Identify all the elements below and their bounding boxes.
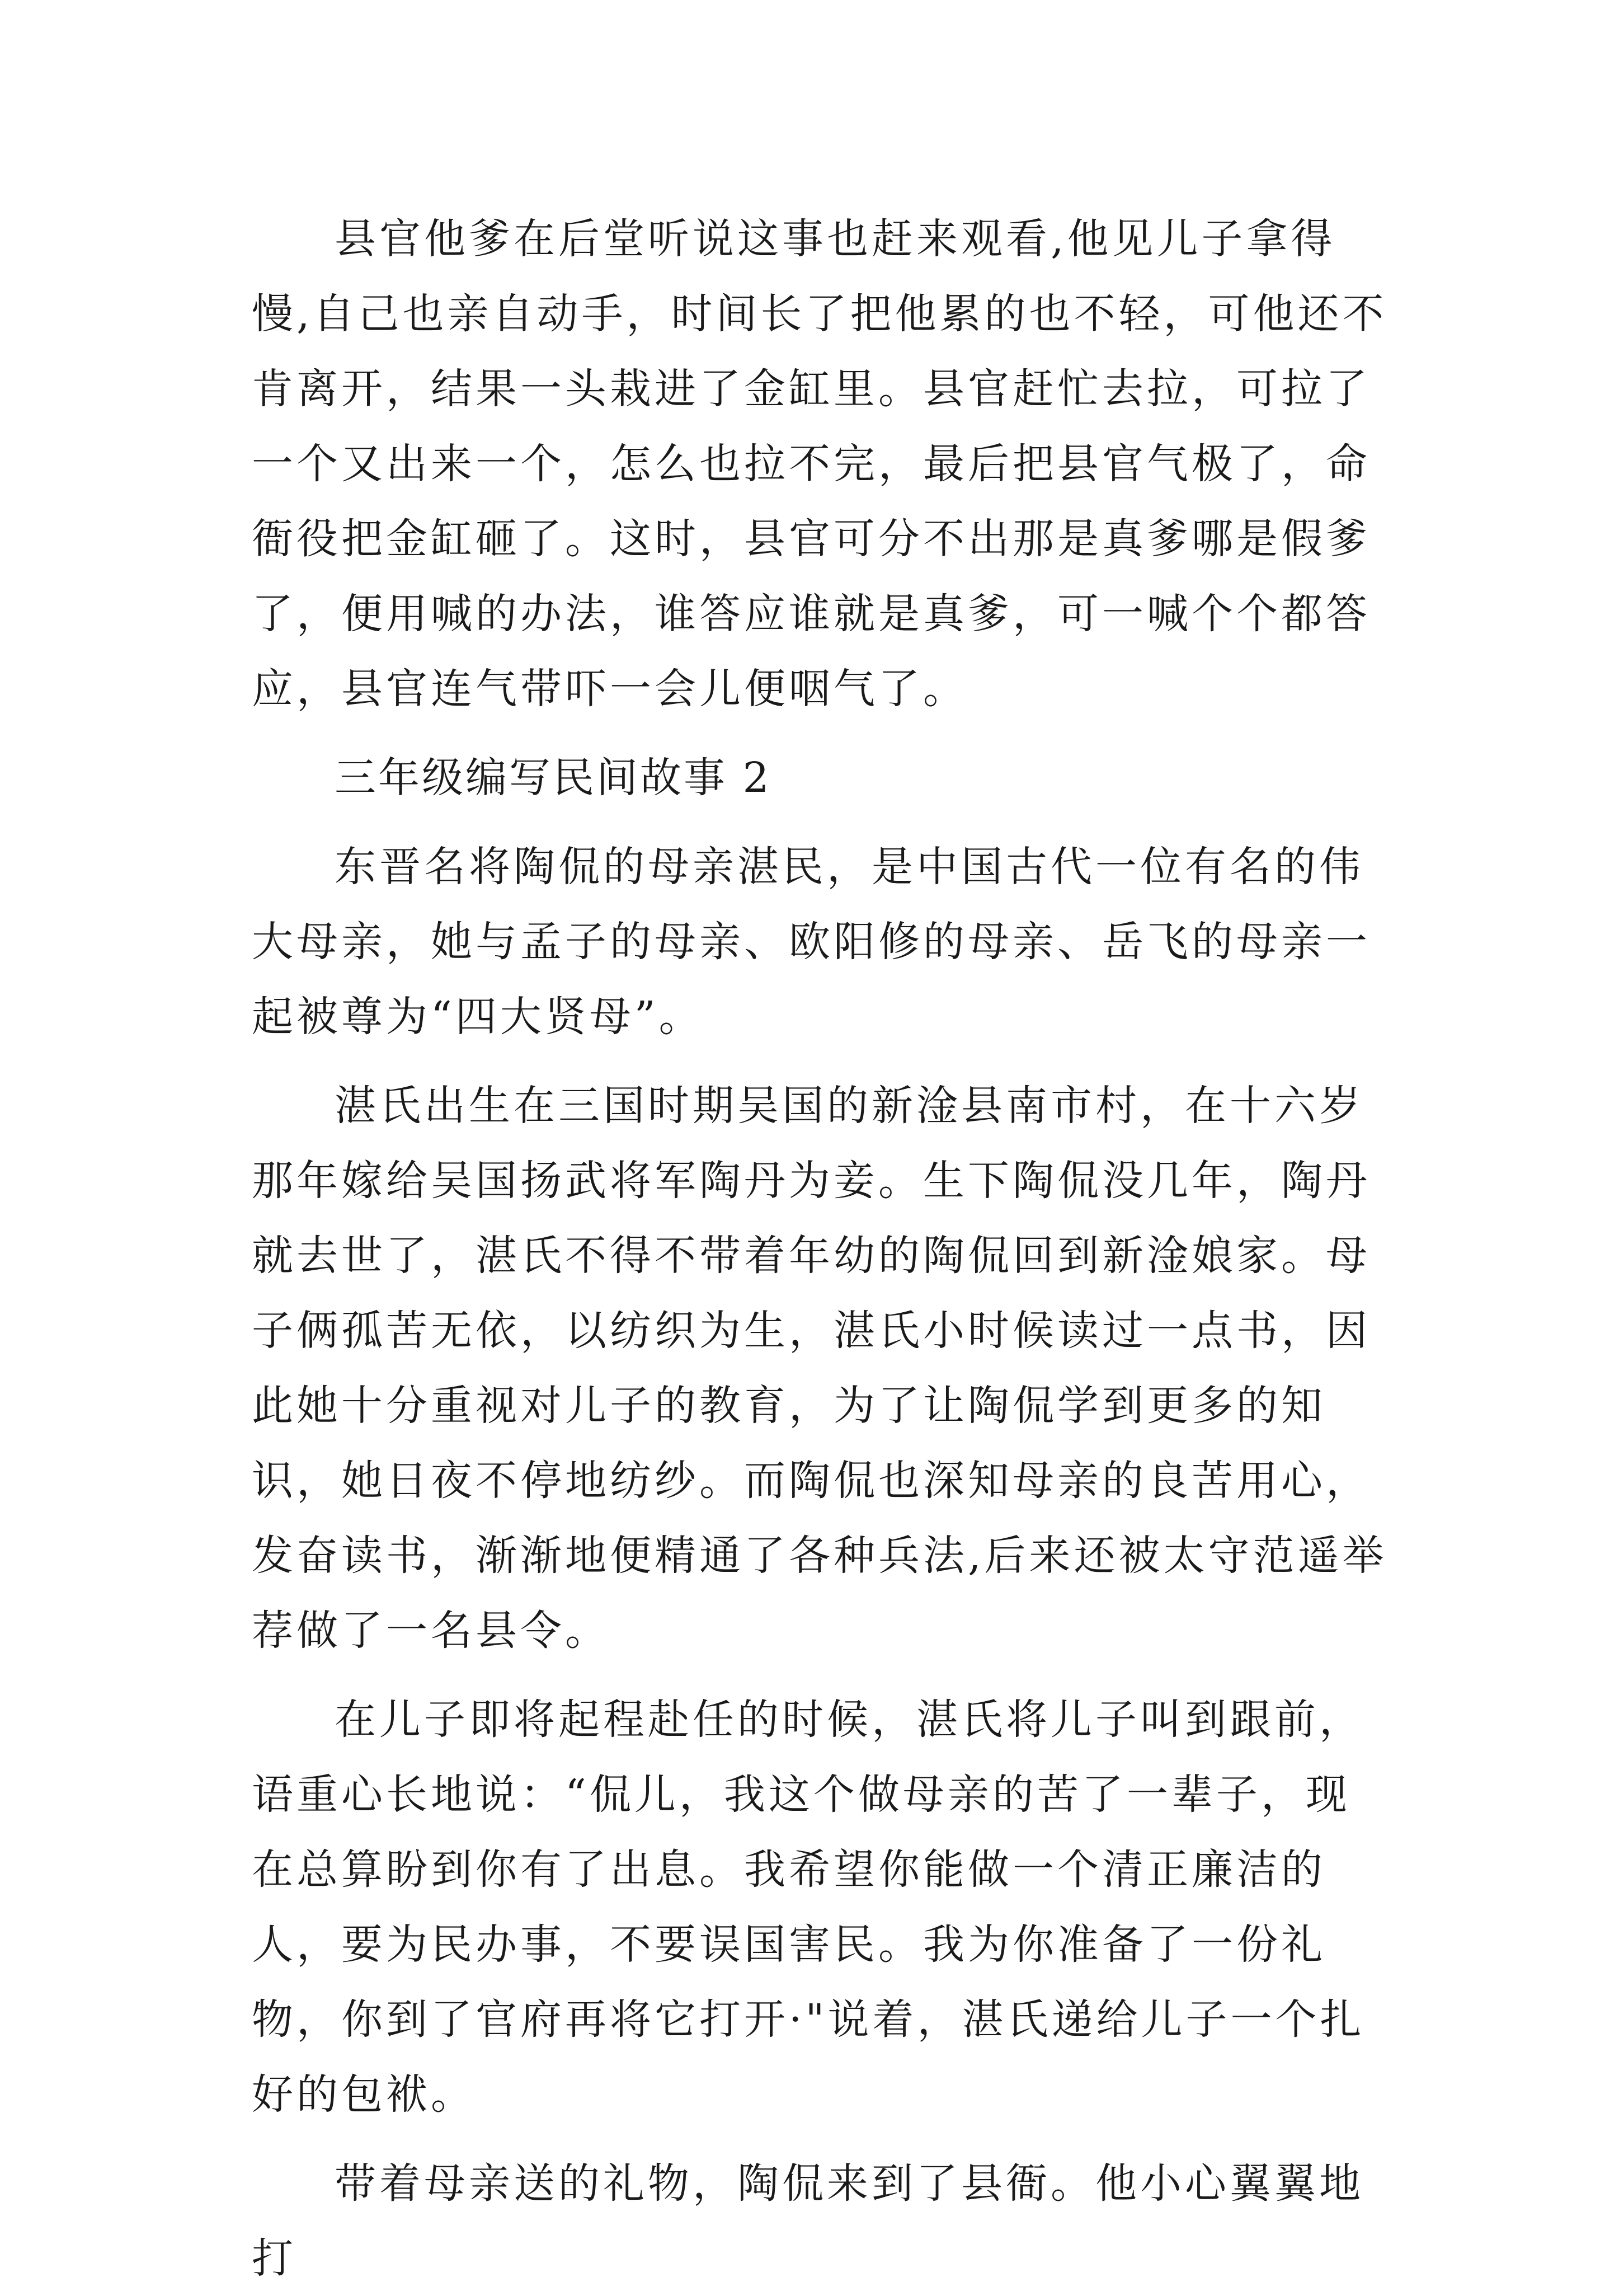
document-body [252, 201, 1393, 2296]
paragraph-story-ending: 县官他爹在后堂听说这事也赶来观看,他见儿子拿得慢,自己也亲自动手，时间长了把他累的也不轻，可他还不肯离开，结果一头栽进了金缸里。县官赶忙去拉，可拉了一个又出来一个，怎么也拉不完，最后把县官气极了，命衙役把金缸砸了。这时，县官可分不出那是真爹哪是假爹了，便用喊的办法，谁答应谁就是真爹，可一喊个个都答应，县官连气带吓一会儿便咽气了。 [252, 215, 1387, 713]
paragraph-intro: 东晋名将陶侃的母亲湛民，是中国古代一位有名的伟大母亲，她与孟子的母亲、欧阳修的母亲、岳飞的母亲一起被尊为“四大贤母”。 [252, 843, 1371, 1041]
paragraph-background: 湛氏出生在三国时期吴国的新淦县南市村，在十六岁那年嫁给吴国扬武将军陶丹为妾。生下陶侃没几年，陶丹就去世了，湛氏不得不带着年幼的陶侃回到新淦娘家。母子俩孤苦无依，以纺织为生，湛氏小时候读过一点书，因此她十分重视对儿子的教育，为了让陶侃学到更多的知识，她日夜不停地纺纱。而陶侃也深知母亲的良苦用心，发奋读书，渐渐地便精通了各种兵法,后来还被太守范遥举荐做了一名县令。 [252, 1082, 1387, 1655]
story-heading: 三年级编写民间故事 2 [335, 754, 771, 802]
paragraph-farewell: 在儿子即将起程赴任的时候，湛氏将儿子叫到跟前，语重心长地说：“侃儿，我这个做母亲的苦了一辈子，现在总算盼到你有了出息。我希望你能做一个清正廉洁的人，要为民办事，不要误国害民。我为你准备了一份礼物，你到了官府再将它打开·"说着，湛氏递给儿子一个扎好的包袱。 [252, 1696, 1365, 2119]
paragraph-arrival: 带着母亲送的礼物，陶侃来到了县衙。他小心翼翼地打 [252, 2159, 1364, 2283]
